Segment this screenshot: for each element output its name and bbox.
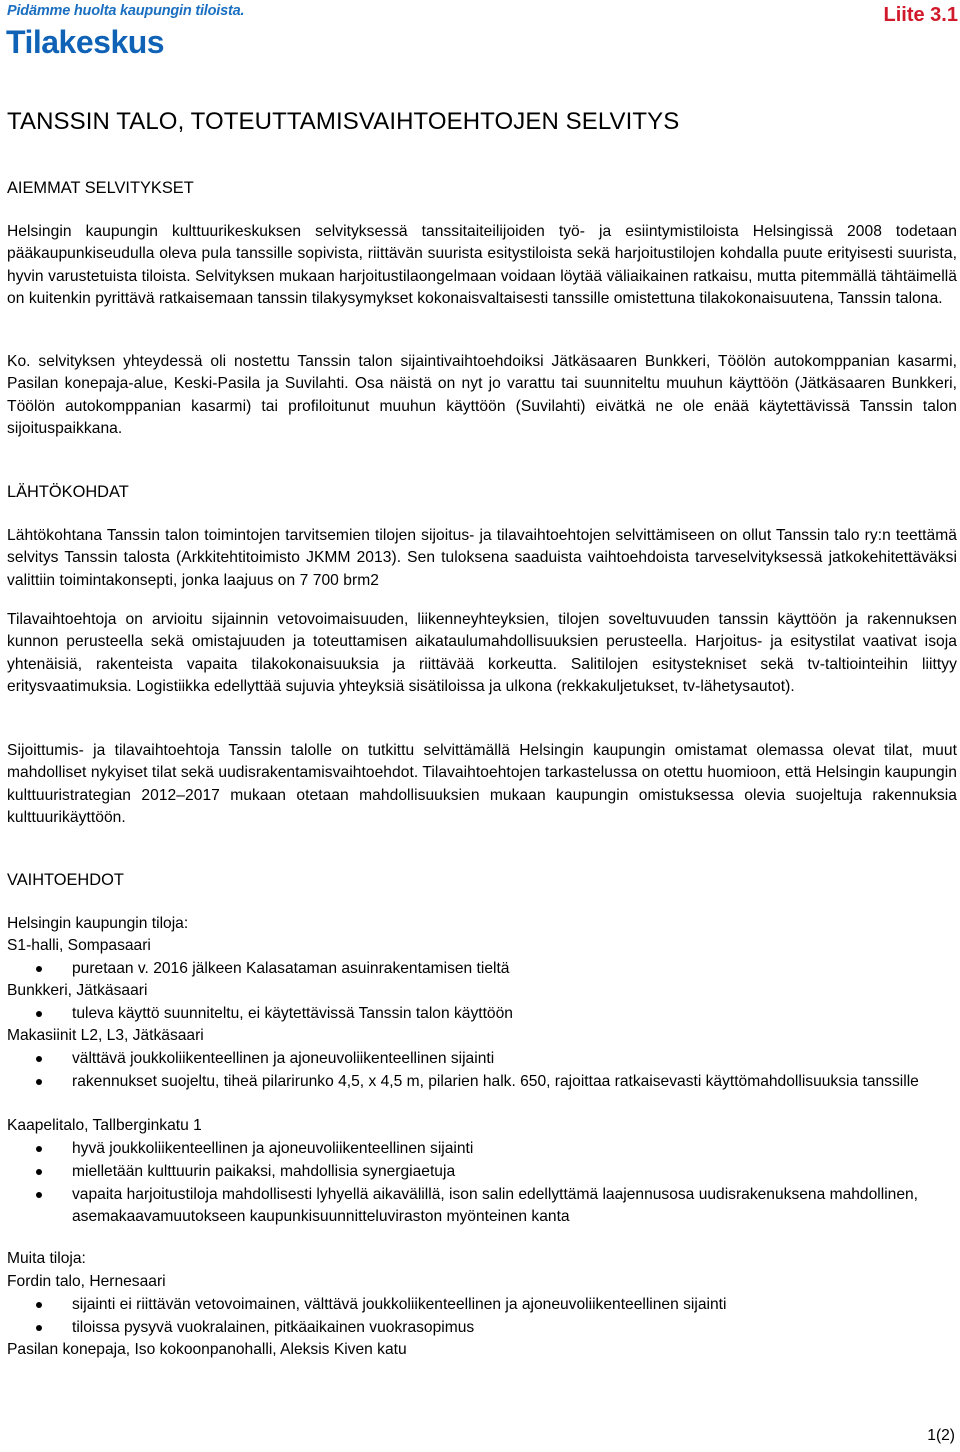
- paragraph-starting-3: Sijoittumis- ja tilavaihtoehtoja Tanssin talolle on tutkittu selvittämällä Helsingin kaupungin omistamat olemassa olevat tilat, muut mahdolliset nykyiset tilat sekä uudisrakentamisvaihtoehdot. Tilavaihtoehtojen tarkastelussa on otettu huomioon, että Helsingin kaupungin kulttuuristrategian 2012–2017 mukaan otetaan mahdollisuuksien mukaan kaupungin omistuksessa olevia suojeltuja rakennuksia kulttuurikäyttöön.: [7, 742, 957, 827]
- brand-logo: Tilakeskus: [6, 24, 165, 60]
- document-title: TANSSIN TALO, TOTEUTTAMISVAIHTOEHTOJEN SELVITYS: [7, 108, 680, 135]
- option-point: rakennukset suojeltu, tiheä pilarirunko 4,5, x 4,5 m, pilarien halk. 650, rajoittaa ratkaisevasti käyttömahdollisuuksia tanssille: [72, 1073, 919, 1090]
- bullet-icon: [36, 1011, 42, 1017]
- bullet-icon: [36, 1169, 42, 1175]
- option-name-pasilan-konepaja: Pasilan konepaja, Iso kokoonpanohalli, Aleksis Kiven katu: [7, 1341, 407, 1358]
- section-heading-previous: AIEMMAT SELVITYKSET: [7, 179, 194, 197]
- option-point: tuleva käyttö suunniteltu, ei käytettävissä Tanssin talon käyttöön: [72, 1005, 513, 1022]
- brand-tagline: Pidämme huolta kaupungin tiloista.: [7, 3, 245, 19]
- attachment-label: Liite 3.1: [883, 4, 958, 26]
- city-premises-intro: Helsingin kaupungin tiloja:: [7, 915, 189, 932]
- paragraph-previous-1: Helsingin kaupungin kulttuurikeskuksen selvityksessä tanssitaiteilijoiden työ- ja esiintymistiloista Helsingissä 2008 todetaan pääkaupunkiseudulla oleva pula tanssille sopivista, riittävän suurista esitystiloista sekä harjoitustilojen kohdalla puute erityisesti suurista, hyvin varustetuista tiloista. Selvityksen mukaan harjoitustilaongelmaan voidaan löytää väliaikainen ratkaisu, mutta pitemmällä tähtäimellä on kuitenkin pyrittävä ratkaisemaan tanssin tilakysymykset kokonaisvaltaisesti tanssille omistettuna tilakokonaisuutena, Tanssin talona.: [7, 223, 957, 308]
- bullet-icon: [36, 1302, 42, 1308]
- option-name-makasiinit: Makasiinit L2, L3, Jätkäsaari: [7, 1027, 204, 1044]
- bullet-icon: [36, 1146, 42, 1152]
- bullet-icon: [36, 966, 42, 972]
- section-heading-options: VAIHTOEHDOT: [7, 871, 124, 889]
- paragraph-previous-2: Ko. selvityksen yhteydessä oli nostettu Tanssin talon sijaintivaihtoehdoiksi Jätkäsaaren Bunkkeri, Töölön autokomppanian kasarmi, Pasilan konepaja-alue, Keski-Pasila ja Suvilahti. Osa näistä on nyt jo varattu tai suunniteltu muuhun käyttöön (Jätkäsaaren Bunkkeri, Töölön autokomppanian kasarmi) tai profiloitunut muuhun käyttöön (Suvilahti) eivätkä ne ole enää käytettävissä Tanssin talon sijoituspaikkana.: [7, 353, 957, 438]
- option-point: tiloissa pysyvä vuokralainen, pitkäaikainen vuokrasopimus: [72, 1319, 475, 1336]
- option-point: hyvä joukkoliikenteellinen ja ajoneuvoliikenteellinen sijainti: [72, 1140, 474, 1157]
- bullet-icon: [36, 1056, 42, 1062]
- option-point: sijainti ei riittävän vetovoimainen, välttävä joukkoliikenteellinen ja ajoneuvoliikenteellinen sijainti: [72, 1296, 727, 1313]
- section-heading-starting: LÄHTÖKOHDAT: [7, 483, 129, 501]
- option-name-kaapelitalo: Kaapelitalo, Tallberginkatu 1: [7, 1117, 202, 1134]
- bullet-icon: [36, 1192, 42, 1198]
- option-point: mielletään kulttuurin paikaksi, mahdollisia synergiaetuja: [72, 1163, 456, 1180]
- option-point: vapaita harjoitustiloja mahdollisesti lyhyellä aikavälillä, ison salin edellyttämä laajennusosa uudisrakenuksena mahdollinen, asemakaavamuutokseen kaupunkisuunnitteluviraston myönteinen kanta: [72, 1186, 919, 1226]
- paragraph-starting-2: Tilavaihtoehtoja on arvioitu sijainnin vetovoimaisuuden, liikenneyhteyksien, tilojen soveltuvuuden tanssin käyttöön ja rakennuksen kunnon perusteella sekä omistajuuden ja toteuttamisen aikataulumahdollisuuksien perusteella. Harjoitus- ja esitystilat vaativat isoja yhtenäisiä, rakenteista vapaita tilakokonaisuuksia ja riittävää korkeutta. Salitilojen esitystekniset sekä tv-taltiointeihin liittyy eritysvaatimuksia. Logistiikka edellyttää sujuvia yhteyksiä sisätiloissa ja ulkona (rekkakuljetukset, tv-lähetysautot).: [7, 611, 957, 696]
- option-name-fordin-talo: Fordin talo, Hernesaari: [7, 1273, 166, 1290]
- option-name-s1: S1-halli, Sompasaari: [7, 937, 151, 954]
- paragraph-starting-1: Lähtökohtana Tanssin talon toimintojen tarvitsemien tilojen sijoitus- ja tilavaihtoehtojen selvittämiseen on ollut Tanssin talo ry:n teettämä selvitys Tanssin talosta (Arkkitehtitoimisto JKMM 2013). Sen tuloksena saaduista vaihtoehdoista tarveselvityksessä jatkokehitettäväksi valittiin toimintakonsepti, jonka laajuus on 7 700 brm2: [7, 527, 957, 589]
- option-point: välttävä joukkoliikenteellinen ja ajoneuvoliikenteellinen sijainti: [72, 1050, 495, 1067]
- page-number: 1(2): [927, 1427, 955, 1444]
- option-name-bunkkeri: Bunkkeri, Jätkäsaari: [7, 982, 148, 999]
- other-premises-intro: Muita tiloja:: [7, 1250, 86, 1267]
- bullet-icon: [36, 1325, 42, 1331]
- option-point: puretaan v. 2016 jälkeen Kalasataman asuinrakentamisen tieltä: [72, 960, 510, 977]
- bullet-icon: [36, 1079, 42, 1085]
